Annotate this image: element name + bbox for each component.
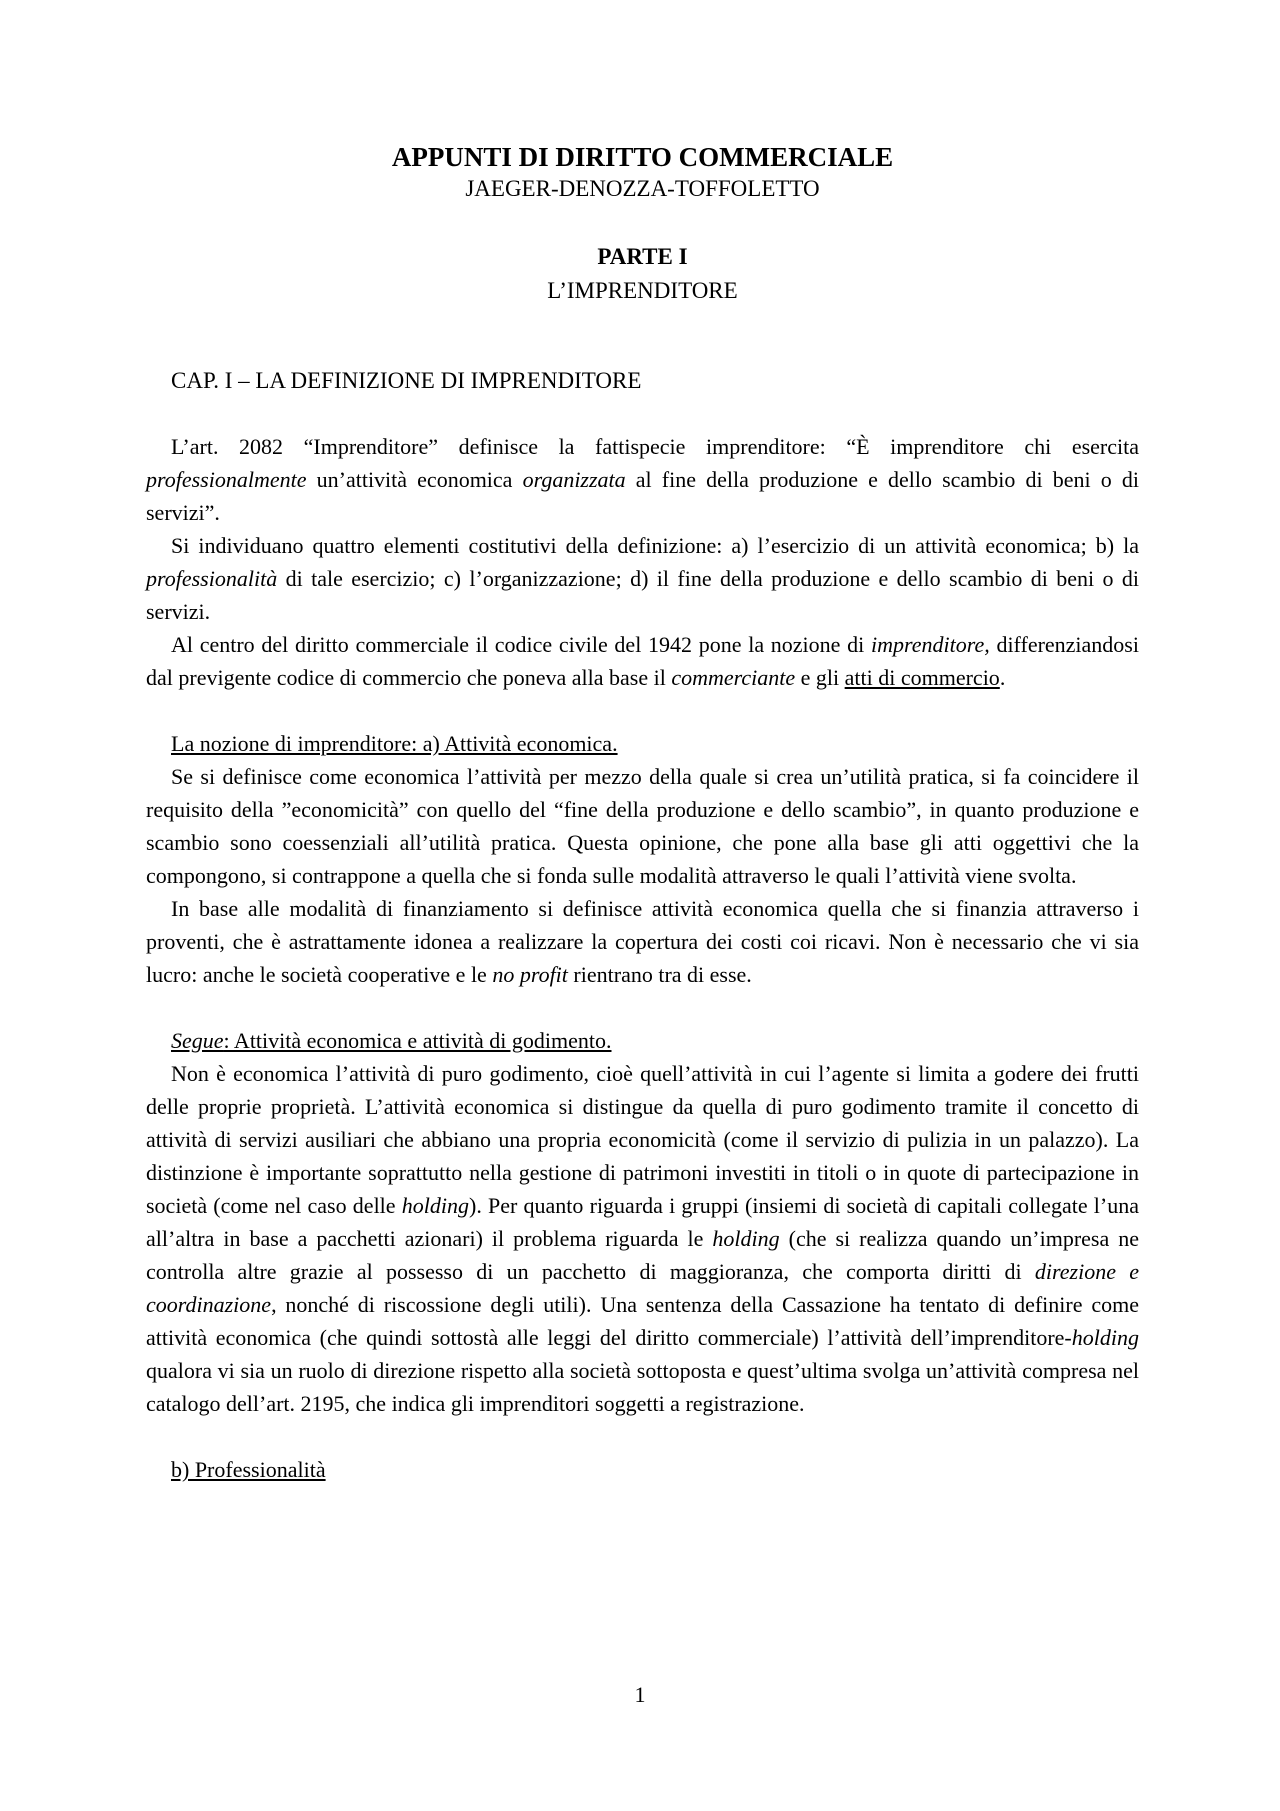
paragraph-segue-1 (146, 1057, 1139, 1420)
section-heading-a (171, 727, 1139, 760)
part-title: PARTE I (597, 244, 688, 269)
chapter-title: CAP. I – LA DEFINIZIONE DI IMPRENDITORE (171, 368, 642, 393)
paragraph-a-1: Se si definisce come economica l’attività per mezzo della quale si crea un’utilità pratica, si fa coincidere il requisito della ”economicità” con quello del “fine della produzione e dello scambio”, in quanto produzione e scambio sono coessenziali all’utilità pratica. Questa opinione, che pone alla base gli atti oggettivi che la compongono, si contrappone a quella che si fonda sulle modalità attraverso le quali l’attività viene svolta. (146, 764, 1139, 888)
text-run: Si individuano quattro elementi costitutivi della definizione: a) l’esercizio di un attività economica; b) la (171, 533, 1139, 558)
text-run: In base alle modalità di finanziamento si definisce attività economica quella che si finanzia attraverso i proventi, che è astrattamente idonea a realizzare la copertura dei costi coi ricavi. Non è necessario che vi sia lucro: anche le società cooperative e le (146, 896, 1139, 987)
text-run: differenziandosi dal previgente codice di commercio che poneva alla base il (146, 632, 1139, 690)
text-run: un’attività economica (306, 467, 523, 492)
italic-run: professionalità (146, 566, 278, 591)
document-page (146, 130, 1139, 1486)
text-run: : Attività economica e attività di godimento. (223, 1028, 612, 1053)
italic-run: no profit (492, 962, 568, 987)
document-authors: JAEGER-DENOZZA-TOFFOLETTO (465, 176, 820, 201)
text-run: (che si realizza quando un’impresa ne controlla altre grazie al possesso di un pacchetto di maggioranza, che comporta diritti di (146, 1226, 1140, 1284)
italic-run: professionalmente (146, 467, 307, 492)
italic-run: holding (401, 1193, 469, 1218)
text-run: , nonché di riscossione degli utili). Una sentenza della Cassazione ha tentato di definire come attività economica (che quindi sottostà alle leggi del diritto commerciale) l’attività dell’imprenditore- (146, 1292, 1139, 1350)
section-heading-text: b) Professionalità (171, 1457, 326, 1482)
section-heading-text (171, 1028, 612, 1053)
section-heading-segue (171, 1024, 1139, 1057)
text-run: ). Per quanto riguarda i gruppi (insiemi di società di capitali collegate l’una all’altra in base a pacchetti azionari) il problema riguarda le (146, 1193, 1139, 1251)
paragraph-intro-2 (146, 529, 1139, 628)
italic-run: holding (712, 1226, 780, 1251)
italic-run: imprenditore, (870, 632, 990, 657)
section-heading-b (171, 1453, 1139, 1486)
text-run: Al centro del diritto commerciale il codice civile del 1942 pone la nozione di (171, 632, 871, 657)
text-run: L’art. 2082 “Imprenditore” definisce la fattispecie imprenditore: “È imprenditore chi esercita (171, 434, 1139, 459)
italic-run: holding (1071, 1325, 1139, 1350)
text-run: qualora vi sia un ruolo di direzione rispetto alla società sottoposta e quest’ultima svolga un’attività compresa nel catalogo dell’art. 2195, che indica gli imprenditori soggetti a registrazione. (146, 1358, 1139, 1416)
part-header (146, 242, 1139, 306)
text-run: Non è economica l’attività di puro godimento, cioè quell’attività in cui l’agente si limita a godere dei frutti delle proprie proprietà. L’attività economica si distingue da quella di puro godimento tramite il concetto di attività di servizi ausiliari che abbiano una propria economicità (come il servizio di pulizia in un palazzo). La distinzione è importante soprattutto nella gestione di patrimoni investiti in titoli o in quote di partecipazione in società (come nel caso delle (146, 1061, 1139, 1218)
paragraph-a-2 (146, 892, 1139, 991)
text-run: di tale esercizio; c) l’organizzazione; d) il fine della produzione e dello scambio di beni o di servizi. (146, 566, 1139, 624)
text-run: al fine della produzione e dello scambio di beni o di servizi”. (146, 467, 1139, 525)
italic-run: Segue (171, 1028, 224, 1053)
italic-run: commerciante (671, 665, 796, 690)
part-subtitle: L’IMPRENDITORE (547, 278, 738, 303)
page-number: 1 (634, 1682, 646, 1707)
section-heading-text: La nozione di imprenditore: a) Attività economica. (171, 731, 618, 756)
document-title: APPUNTI DI DIRITTO COMMERCIALE (391, 142, 894, 172)
paragraph-intro-1 (146, 430, 1139, 529)
italic-run: direzione e coordinazione (146, 1259, 1140, 1317)
text-run: rientrano tra di esse. (567, 962, 752, 987)
italic-run: organizzata (522, 467, 626, 492)
text-run: . (999, 665, 1006, 690)
underlined-run: atti di commercio (844, 665, 1000, 690)
document-header (146, 140, 1139, 204)
paragraph-intro-3 (146, 628, 1139, 694)
text-run: e gli (795, 665, 845, 690)
